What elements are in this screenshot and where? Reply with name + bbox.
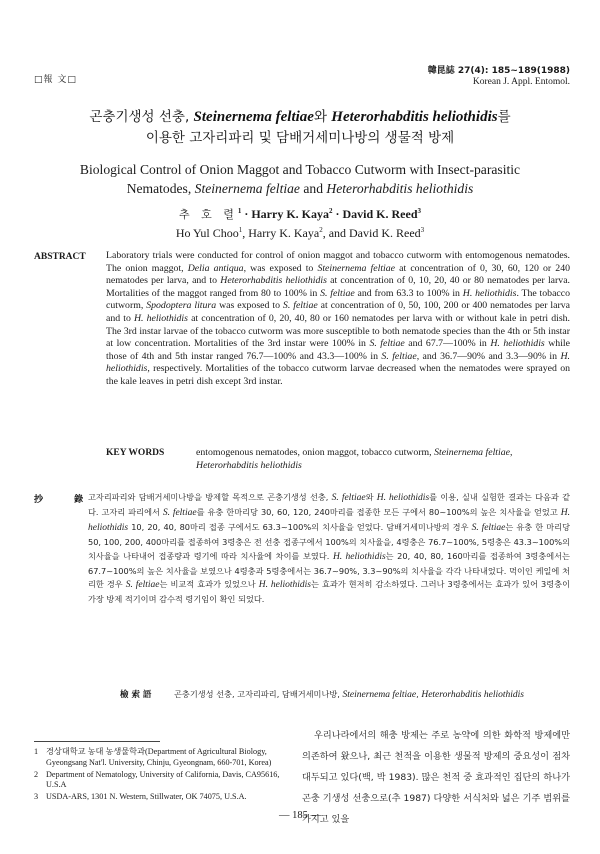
title-ko-species: Heterorhabditis heliothidis: [331, 109, 498, 125]
footnote-text: 경상대학교 농대 농생물학과(Department of Agricultural Biology, Gyeongsang Nat'l. University, Chinju, Gyeongnam, 660-701, Korea): [46, 747, 272, 767]
affiliation-mark: 2: [329, 207, 333, 215]
title-ko-species: Steinernema feltiae: [193, 109, 314, 125]
footnote-number: 3: [34, 792, 39, 802]
title-english-line1: Biological Control of Onion Maggot and Tobacco Cutworm with Insect-parasitic: [79, 162, 521, 177]
keywords-label: KEY WORDS: [106, 448, 165, 458]
authors-korean: [30, 206, 570, 222]
footnote: [34, 792, 284, 803]
author-name: · David K. Reed: [332, 207, 418, 221]
author-name: Ho Yul Choo: [175, 226, 239, 240]
title-english: [30, 160, 570, 198]
authors-english: [30, 226, 570, 241]
section-label: □報 文□: [34, 75, 77, 85]
footnote-number: 1: [34, 747, 39, 756]
affiliation-mark: 1: [238, 226, 243, 234]
body-paragraph: 우리나라에서의 해충 방제는 주로 농약에 의한 화학적 방제에만 의존하여 왔으나, 최근 천적을 이용한 생물적 방제의 중요성이 점차 대두되고 있다(백, 박 1983). 많은 천적 중 효과적인 집단의 하나가 곤충 기생성 선충으로(추 1987) 다양한 서식처와 넓은 기주 범위를 가지고 있을: [302, 730, 570, 825]
abstract-korean-text: 고자리파리와 담배거세미나방을 방제할 목적으로 곤충기생성 선충, S. feltiae와 H. heliothidis를 이용, 실내 실험한 결과는 다음과 같다. 고자리 파리에서 S. feltiae를 유충 한마리당 30, 60, 120, 240마리를 접종한 모든 구에서 80~100%의 높은 치사율을 얻었고 H. heliothidis 10, 20, 40, 80마리 접종 구에서도 63.3~100%의 치사율을 얻었다. 담배거세미나방의 경우 S. feltiae는 유충 한 마리당 50, 100, 200, 400마리를 접종하여 3령충은 전 선충 접종구에서 100%의 치사율을, 4령충은 76.7~100%, 5령충은 43.3~100%의 치사율을 나타내어 접종량과 령기에 따라 치사율에 차이를 보였다. H. heliothidis는 20, 40, 80, 160마리를 접종하여 3령충에서는 67.7~100%의 높은 치사율을 보였으나 4령충과 5령충에서는 36.7~90%, 3.3~90%의 치사율을 각각 나타내었다. 먹이인 케일에 처리한 경우 S. feltiae는 비교적 효과가 있었으나 H. heliothidis는 효과가 현저히 감소하였다. 그러나 3령충에서는 효과가 있어 3령충이 가장 방제 적기이며 감수적 령기임이 확인 되었다.: [88, 492, 570, 605]
title-en-species: Steinernema feltiae: [194, 181, 300, 196]
footnote-text: Department of Nematology, University of California, Davis, CA95616, U.S.A: [46, 769, 280, 790]
author-name: , Harry K. Kaya: [242, 226, 320, 240]
affiliation-mark: 2: [319, 226, 323, 234]
title-ko-text: 곤충기생성 선충,: [89, 109, 194, 125]
keywords-korean-label: 檢 索 語: [120, 690, 152, 700]
footnote-text: USDA-ARS, 1301 N. Western, Stillwater, OK 74075, U.S.A.: [46, 792, 247, 802]
title-en-species: Heterorhabditis heliothidis: [326, 181, 474, 196]
title-en-text: Nematodes,: [126, 181, 195, 196]
abstract-label: ABSTRACT: [34, 252, 86, 262]
affiliation-mark: 3: [420, 226, 425, 234]
author-name: , and David K. Reed: [322, 226, 421, 240]
title-ko-text: 를: [497, 109, 511, 125]
author-name: 추 호 렬: [178, 208, 238, 221]
footnote-divider: [34, 741, 160, 742]
affiliation-mark: 1: [237, 207, 242, 215]
affiliation-mark: 3: [417, 207, 422, 215]
journal-name: Korean J. Appl. Entomol.: [472, 77, 570, 87]
title-korean: [30, 107, 570, 149]
journal-header: [428, 66, 570, 88]
title-ko-text: 와: [313, 109, 332, 125]
title-en-text: and: [299, 181, 327, 196]
journal-reference: 韓昆誌 27(4): 185~189(1988): [427, 66, 570, 76]
title-english-line2: [30, 179, 570, 198]
keywords-korean-text: 곤충기생성 선충, 고자리파리, 담배거세미나방, Steinernema feltiae, Heterorhabditis heliothidis: [174, 689, 524, 700]
footnote: [34, 770, 284, 792]
footnotes: [34, 747, 284, 804]
page-number: — 185 —: [279, 810, 321, 821]
footnote: [34, 747, 284, 769]
abstract-text: Laboratory trials were conducted for control of onion maggot and tobacco cutworm with entomogenous nematodes. The onion maggot, Delia antiqua, was exposed to Steinernema feltiae at concentration of 0, 30, 60, 120 or 240 nematodes per larva, and to Heterorhabditis heliothidis at concentration of 0, 10, 20, 40 or 80 nematodes per larva. Mortalities of the maggot ranged from 80 to 100% in S. feltiae and from 63.3 to 100% in H. heliothidis. The tobacco cutworm, Spodoptera litura was exposed to S. feltiae at concentration of 0, 50, 100, 200 or 400 nematodes per larva and to H. heliothidis at concentration of 0, 20, 40, 80 or 160 nematodes per larva with or without kale in petri dish. The 3rd instar larvae of the tobacco cutworm was more susceptible to both nematode species than the 4th or 5th instar at low concentration. Mortalities of the 3rd instar were 100% in S. feltiae and 67.7—100% in H. heliothidis while those of 4th and 5th instar ranged 76.7—100% and 43.3—100% in S. feltiae, and 36.7—90% and 3.3—90% in H. heliothidis, respectively. Mortalities of the tobacco cutworm larvae decreased when the nematodes were sprayed on the kale leaves in petri dish except 3rd instar.: [106, 250, 571, 387]
title-korean-line2: 이용한 고자리파리 및 담배거세미나방의 생물적 방제: [145, 130, 455, 146]
keywords-text: entomogenous nematodes, onion maggot, tobacco cutworm, Steinernema feltiae, Heterorhabditis heliothidis: [196, 447, 513, 471]
title-korean-line1: [30, 107, 570, 128]
author-name: · Harry K. Kaya: [241, 207, 329, 221]
footnote-number: 2: [34, 769, 39, 779]
abstract-korean-label: 抄 錄: [34, 495, 98, 505]
